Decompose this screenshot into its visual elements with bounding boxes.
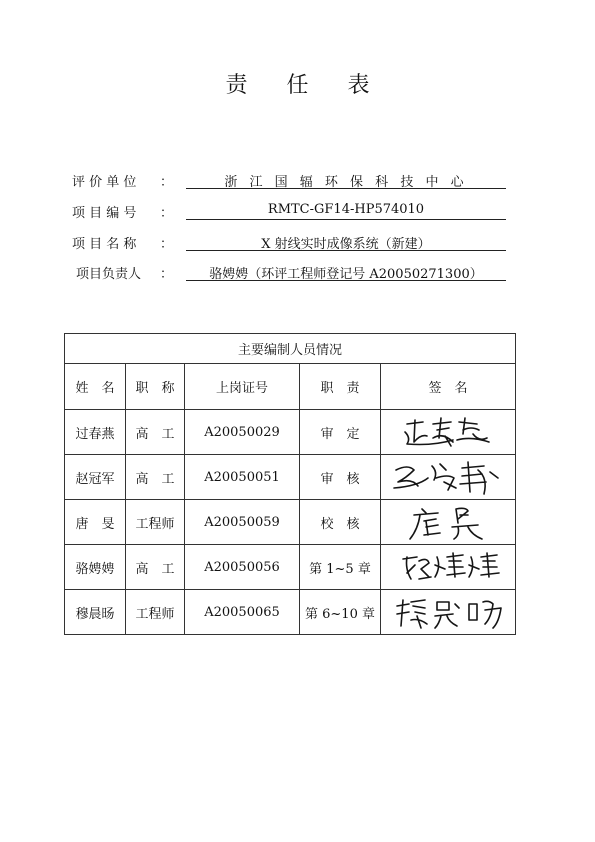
cell-duty: 第 6~10 章 <box>300 590 381 635</box>
cell-duty: 审 核 <box>300 455 381 500</box>
info-value: 骆娉娉（环评工程师登记号 A20050271300） <box>186 263 506 281</box>
cell-title: 高 工 <box>126 545 185 590</box>
header-duty: 职 责 <box>300 364 381 410</box>
info-label: 项目负责人 <box>76 267 142 282</box>
info-colon: ： <box>160 267 174 282</box>
table-caption: 主要编制人员情况 <box>65 334 516 364</box>
info-label: 项 目 名 称 <box>72 237 137 252</box>
staff-table <box>64 333 516 635</box>
table-row <box>65 500 516 545</box>
info-colon: ： <box>160 175 174 190</box>
info-label: 评 价 单 位 <box>72 175 137 190</box>
table-caption-row <box>65 334 516 364</box>
info-colon: ： <box>160 206 174 221</box>
info-value: 浙 江 国 辐 环 保 科 技 中 心 <box>186 171 506 189</box>
info-colon: ： <box>160 237 174 252</box>
cell-cert: A20050056 <box>185 545 300 590</box>
cell-cert: A20050029 <box>185 410 300 455</box>
document-title: 责 任 表 <box>225 73 386 98</box>
cell-name: 唐 旻 <box>65 500 126 545</box>
cell-name: 骆娉娉 <box>65 545 126 590</box>
cell-title: 高 工 <box>126 410 185 455</box>
table-row <box>65 410 516 455</box>
signature-image <box>381 500 516 545</box>
table-header-row <box>65 364 516 410</box>
cell-title: 工程师 <box>126 590 185 635</box>
table-row <box>65 455 516 500</box>
info-row-project-lead <box>0 260 595 282</box>
header-signature: 签 名 <box>381 364 516 410</box>
cell-cert: A20050051 <box>185 455 300 500</box>
cell-duty: 审 定 <box>300 410 381 455</box>
signature-image <box>381 545 516 590</box>
signature-image <box>381 590 516 635</box>
info-value: X 射线实时成像系统（新建） <box>186 233 506 251</box>
info-row-project-name <box>0 230 595 252</box>
cell-title: 高 工 <box>126 455 185 500</box>
cell-name: 赵冠军 <box>65 455 126 500</box>
header-title: 职 称 <box>126 364 185 410</box>
header-name: 姓 名 <box>65 364 126 410</box>
header-cert: 上岗证号 <box>185 364 300 410</box>
cell-title: 工程师 <box>126 500 185 545</box>
cell-name: 穆晨旸 <box>65 590 126 635</box>
info-row-evaluation-unit <box>0 168 595 190</box>
info-row-project-number <box>0 199 595 221</box>
cell-name: 过春燕 <box>65 410 126 455</box>
cell-duty: 校 核 <box>300 500 381 545</box>
info-value: RMTC-GF14-HP574010 <box>186 202 506 220</box>
signature-image <box>381 410 516 455</box>
table-row <box>65 545 516 590</box>
table-row <box>65 590 516 635</box>
cell-duty: 第 1~5 章 <box>300 545 381 590</box>
info-label: 项 目 编 号 <box>72 206 137 221</box>
cell-cert: A20050059 <box>185 500 300 545</box>
signature-image <box>381 455 516 500</box>
cell-cert: A20050065 <box>185 590 300 635</box>
